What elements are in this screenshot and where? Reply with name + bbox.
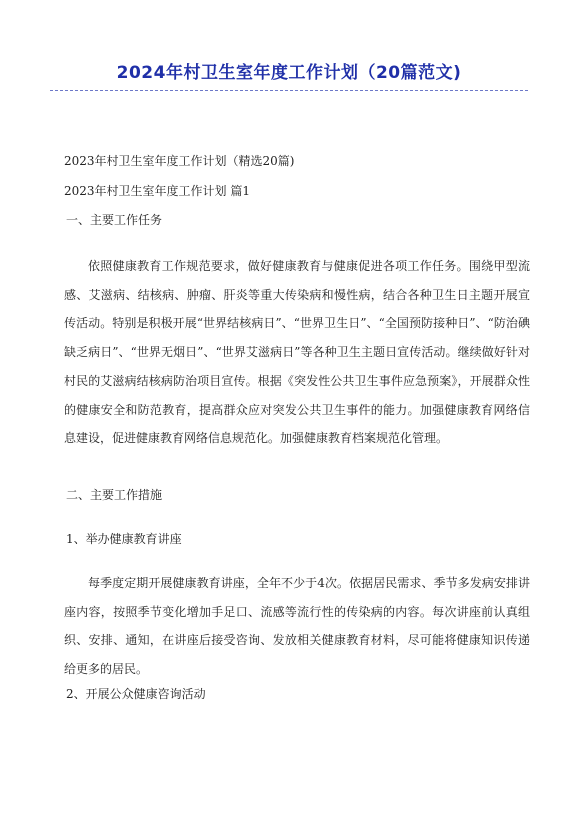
subtitle: 2023年村卫生室年度工作计划（精选20篇) [64,154,295,168]
item-heading-1: 1、举办健康教育讲座 [66,532,182,546]
page-title: 2024年村卫生室年度工作计划（20篇范文) [116,63,462,83]
item-heading-2: 2、开展公众健康咨询活动 [66,687,206,701]
item-1-paragraph: 每季度定期开展健康教育讲座，全年不少于4次。依据居民需求、季节多发病安排讲座内容，按照季节变化增加手足口、流感等流行性的传染病的内容。每次讲座前认真组织、安排、通知，在讲座后接受咨询、发放相关健康教育材料，尽可能将健康知识传递给更多的居民。 [64,576,530,677]
section-heading-1: 一、主要工作任务 [66,213,163,227]
section-1-paragraph: 依照健康教育工作规范要求，做好健康教育与健康促进各项工作任务。围绕甲型流感、艾滋病、结核病、肿瘤、肝炎等重大传染病和慢性病，结合各种卫生日主题开展宣传活动。特别是积极开展“世界结核病日”、“世界卫生日”、“全国预防接种日”、“防治碘缺乏病日”、“世界无烟日”、“世界艾滋病日”等各种卫生主题日宣传活动。继续做好针对村民的艾滋病结核病防治项目宣传。根据《突发性公共卫生事件应急预案》，开展群众性的健康安全和防范教育，提高群众应对突发公共卫生事件的能力。加强健康教育网络信息建设，促进健康教育网络信息规范化。加强健康教育档案规范化管理。 [64,259,530,446]
article-heading: 2023年村卫生室年度工作计划 篇1 [64,184,250,198]
title-divider [50,90,528,91]
section-heading-2: 二、主要工作措施 [66,488,163,502]
